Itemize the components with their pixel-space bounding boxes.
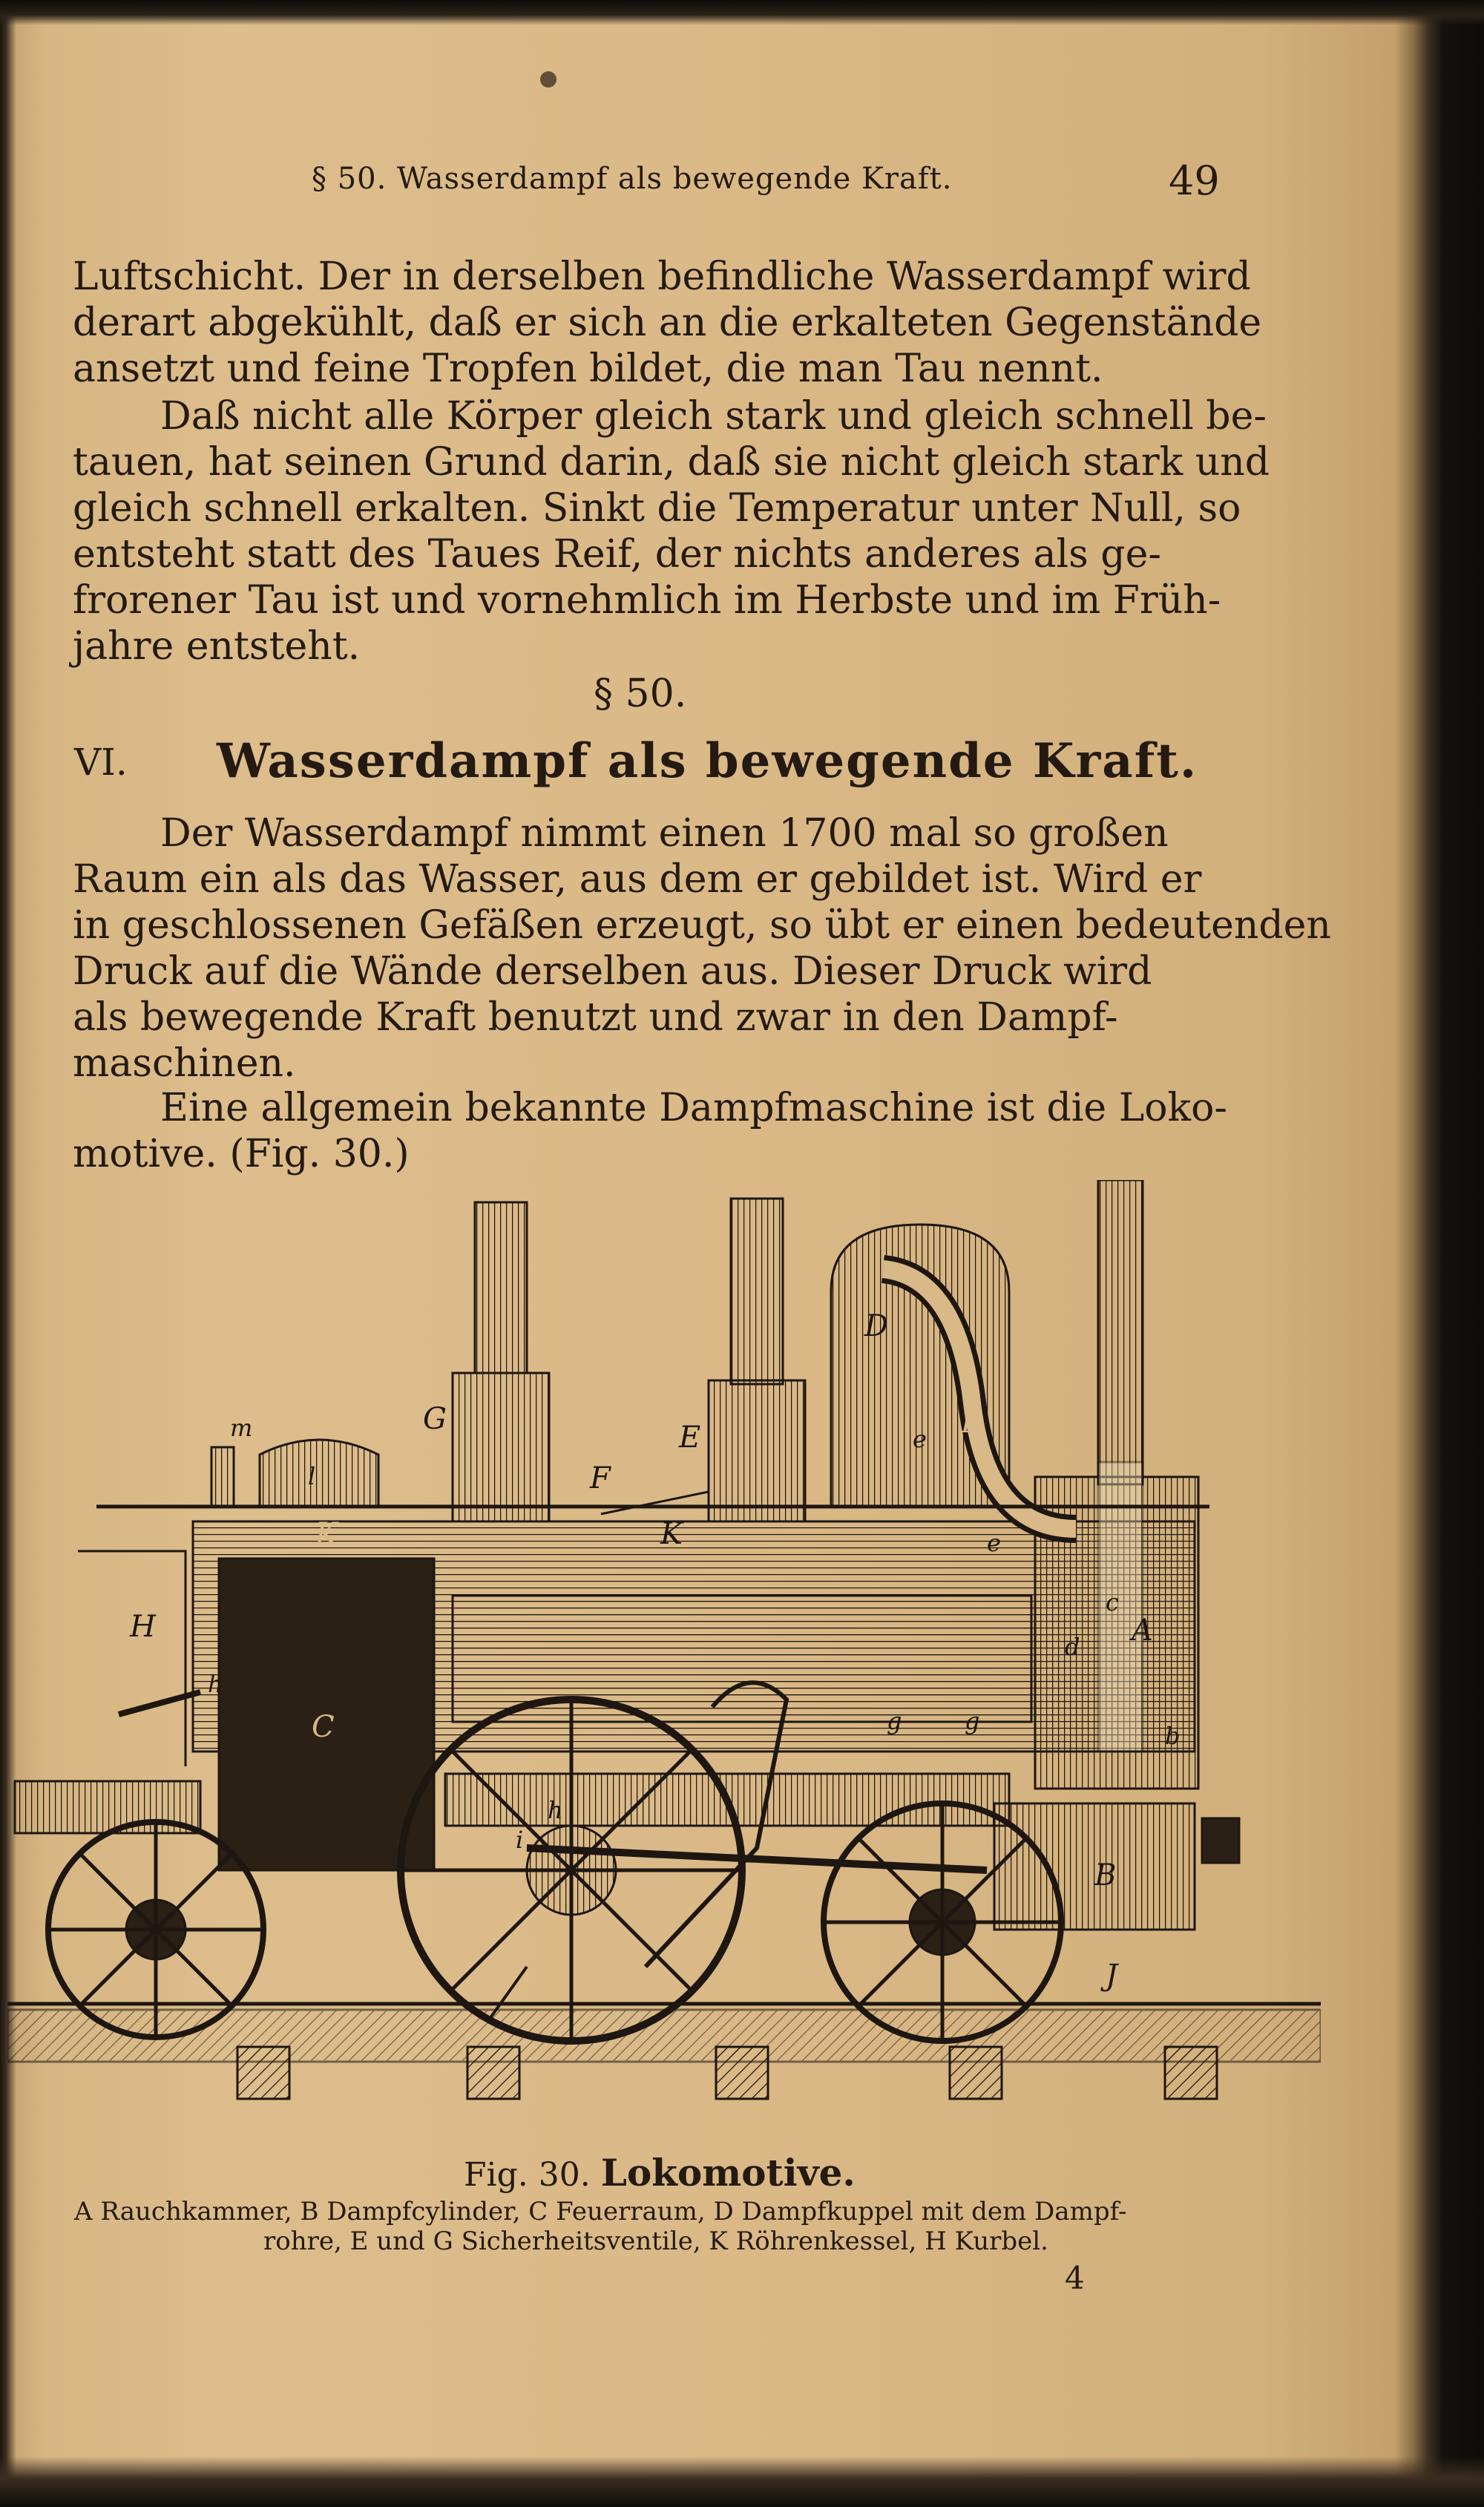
label-K2: K [660, 1517, 683, 1551]
label-J: J [1106, 1959, 1118, 1993]
chapter-roman-numeral: VI. [74, 741, 128, 784]
label-d: d [1065, 1633, 1080, 1661]
section-number: § 50. [594, 672, 687, 716]
whistle-m [211, 1447, 234, 1507]
figure-legend-line-1: A Rauchkammer, B Dampfcylinder, C Feuerraum, D Dampfkuppel mit dem Dampf- [74, 2197, 1127, 2226]
cylinder-cap [1202, 1818, 1239, 1863]
text-line: jahre entsteht. [73, 624, 361, 669]
sleeper [1165, 2047, 1217, 2099]
label-K1: K [315, 1517, 338, 1551]
text-line: Daß nicht alle Körper gleich stark und gleich schnell be- [160, 394, 1267, 439]
binding-hole [540, 71, 556, 88]
chimney [1098, 1180, 1143, 1484]
figure-number: Fig. 30. [464, 2156, 591, 2194]
sleeper [950, 2047, 1002, 2099]
label-H: H [130, 1610, 156, 1644]
valve-stack-E [731, 1199, 783, 1384]
section-title: Wasserdampf als bewegende Kraft. [217, 733, 1198, 789]
valve-housing-E [709, 1380, 805, 1521]
paragraph-2 [73, 393, 1270, 669]
label-F: F [590, 1461, 611, 1495]
label-B: B [1094, 1858, 1117, 1892]
label-h1: h [208, 1670, 223, 1698]
sleeper [716, 2047, 768, 2099]
label-g2: g [965, 1707, 980, 1735]
scan-top-edge [0, 0, 1484, 25]
text-line: maschinen. [73, 1041, 296, 1086]
text-line: Der Wasserdampf nimmt einen 1700 mal so großen [160, 811, 1169, 856]
manhole-l [260, 1440, 378, 1507]
label-h2: h [548, 1796, 563, 1824]
valve-stack-G [475, 1202, 527, 1373]
label-A: A [1132, 1613, 1153, 1648]
label-D1: D [864, 1309, 889, 1343]
text-line: frorener Tau ist und vornehmlich im Herbste und im Früh- [73, 578, 1221, 623]
label-m: m [230, 1414, 253, 1442]
figure-title: Lokomotive. [600, 2151, 856, 2195]
text-line: gleich schnell erkalten. Sinkt die Temperatur unter Null, so [73, 486, 1241, 531]
crank-H [119, 1692, 200, 1714]
label-G: G [423, 1402, 447, 1436]
text-line: Luftschicht. Der in derselben befindliche Wasserdampf wird [73, 255, 1251, 299]
label-e2: e [987, 1529, 1001, 1557]
text-line: entsteht statt des Taues Reif, der nichts anderes als ge- [73, 532, 1161, 577]
text-line: als bewegende Kraft benutzt und zwar in den Dampf- [73, 995, 1118, 1040]
figure-legend-line-2: rohre, E und G Sicherheitsventile, K Röhrenkessel, H Kurbel. [263, 2226, 1048, 2256]
locomotive-illustration [7, 1180, 1321, 2130]
text-line: tauen, hat seinen Grund darin, daß sie nicht gleich stark und [73, 440, 1270, 485]
label-g1: g [887, 1707, 902, 1735]
valve-lever-F [601, 1492, 709, 1514]
sleeper [467, 2047, 519, 2099]
label-b: b [1165, 1722, 1181, 1750]
figure-caption [464, 2151, 856, 2195]
text-line: derart abgekühlt, daß er sich an die erkalteten Gegenstände [73, 301, 1262, 345]
sleeper [237, 2047, 289, 2099]
valve-housing-G [453, 1373, 549, 1521]
label-i: i [516, 1826, 524, 1854]
text-line: in geschlossenen Gefäßen erzeugt, so übt er einen bedeutenden [73, 903, 1331, 948]
label-E: E [679, 1420, 701, 1455]
page-number: 49 [1169, 157, 1220, 204]
label-l: l [308, 1462, 316, 1490]
label-c: c [1106, 1588, 1119, 1616]
cab-rail [78, 1551, 186, 1766]
text-line: Raum ein als das Wasser, aus dem er gebildet ist. Wird er [73, 857, 1202, 902]
paragraph-3 [73, 810, 1331, 1087]
running-head: § 50. Wasserdampf als bewegende Kraft. [312, 162, 953, 196]
text-line: Druck auf die Wände derselben aus. Dieser Druck wird [73, 949, 1152, 994]
label-D2: D [961, 1406, 985, 1440]
text-line: Eine allgemein bekannte Dampfmaschine ist die Loko- [160, 1086, 1227, 1130]
text-line: ansetzt und feine Tropfen bildet, die man Tau nennt. [73, 347, 1103, 391]
paragraph-1 [73, 254, 1261, 392]
label-e1: e [913, 1425, 927, 1453]
label-C: C [312, 1710, 335, 1744]
text-line: motive. (Fig. 30.) [73, 1132, 410, 1176]
scan-bottom-edge [0, 2457, 1484, 2507]
paragraph-4 [73, 1085, 1227, 1177]
signature-mark: 4 [1065, 2260, 1085, 2296]
